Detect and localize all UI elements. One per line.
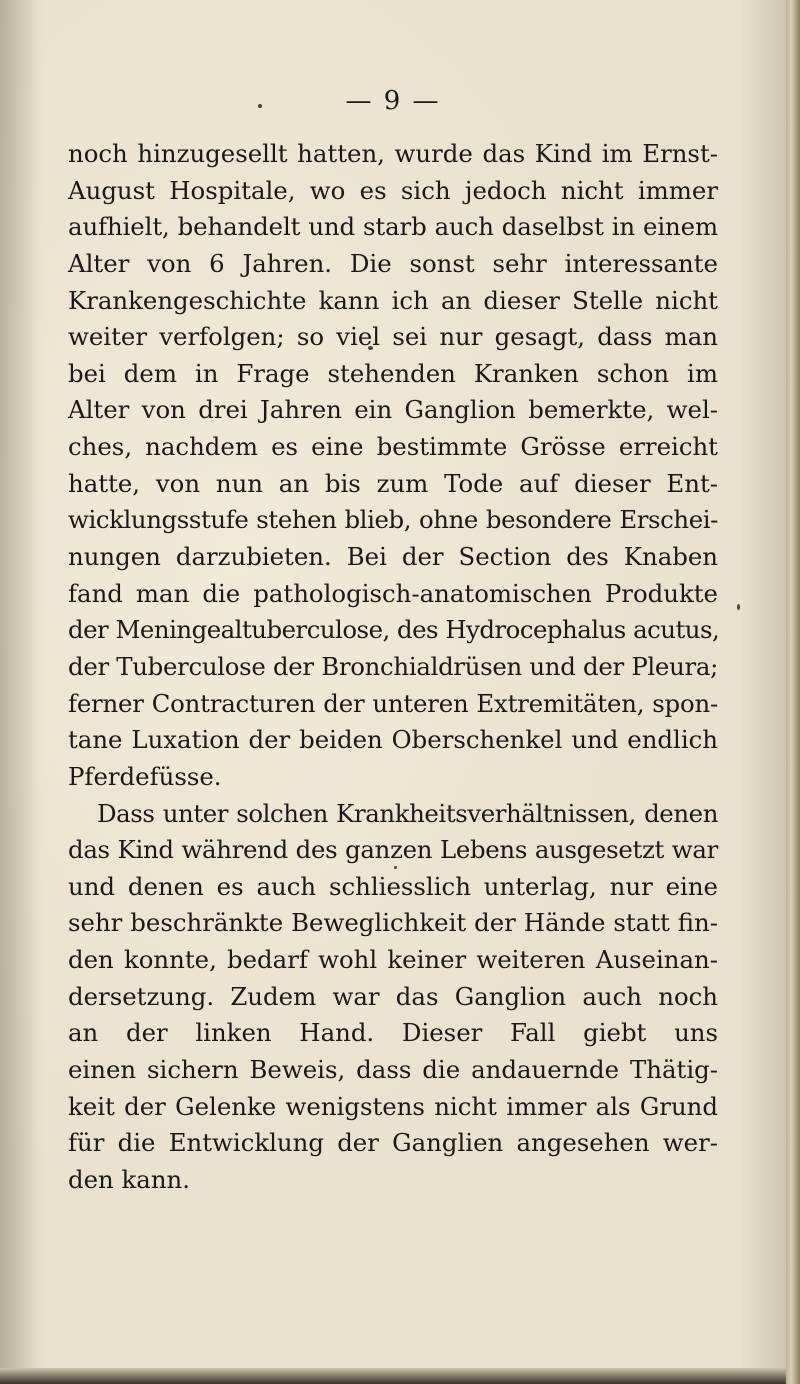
text-line: einen sichern Beweis, dass die andauernde Thätig- [68,1055,718,1085]
text-line: tane Luxation der beiden Oberschenkel und endlich [68,725,718,755]
paragraph-first-line: Dass unter solchen Krankheitsverhältnissen, denen [97,798,718,828]
text-line: weiter verfolgen; so viel sei nur gesagt, dass man [68,322,718,352]
text-line: Alter von 6 Jahren. Die sonst sehr interessante [68,248,718,278]
text-line: für die Entwicklung der Ganglien angesehen wer- [68,1128,718,1158]
bottom-edge [0,1368,786,1384]
body-text [68,136,718,1199]
paper-speck [737,604,740,610]
text-line: aufhielt, behandelt und starb auch daselbst in einem [68,212,718,242]
text-line: den kann. [68,1164,191,1194]
text-line: fand man die pathologisch-anatomischen Produkte [68,578,718,608]
text-line: den konnte, bedarf wohl keiner weiteren Auseinan- [68,945,718,975]
text-line: der Meningealtuberculose, des Hydrocephalus acutus, [68,615,720,645]
page-edge [786,0,800,1384]
text-line: und denen es auch schliesslich unterlag, nur eine [68,871,718,901]
text-line: ferner Contracturen der unteren Extremitäten, spon- [68,688,718,718]
text-line: ches, nachdem es eine bestimmte Grösse erreicht [68,432,718,462]
text-line: hatte, von nun an bis zum Tode auf dieser Ent- [68,468,718,498]
gutter-shadow [0,0,40,1384]
text-line: noch hinzugesellt hatten, wurde das Kind im Ernst- [68,139,718,168]
page-number: — 9 — [345,86,441,116]
text-line: keit der Gelenke wenigstens nicht immer als Grund [68,1091,718,1121]
text-line: sehr beschränkte Beweglichkeit der Hände statt fin- [68,908,718,938]
text-line: an der linken Hand. Dieser Fall giebt uns [68,1018,718,1048]
text-line: wicklungsstufe stehen blieb, ohne besondere Erschei- [68,505,718,535]
text-line: August Hospitale, wo es sich jedoch nicht immer [68,175,718,205]
text-line: bei dem in Frage stehenden Kranken schon im [68,358,718,388]
text-line: der Tuberculose der Bronchialdrüsen und der Pleura; [68,651,718,681]
text-line: Alter von drei Jahren ein Ganglion bemerkte, wel- [68,395,718,425]
text-line: Krankengeschichte kann ich an dieser Stelle nicht [68,285,718,315]
text-line: das Kind während des ganzen Lebens ausgesetzt war [68,835,718,865]
text-line: dersetzung. Zudem war das Ganglion auch noch [68,981,718,1011]
text-line: Pferdefüsse. [68,761,222,791]
text-line: nungen darzubieten. Bei der Section des Knaben [68,542,718,572]
